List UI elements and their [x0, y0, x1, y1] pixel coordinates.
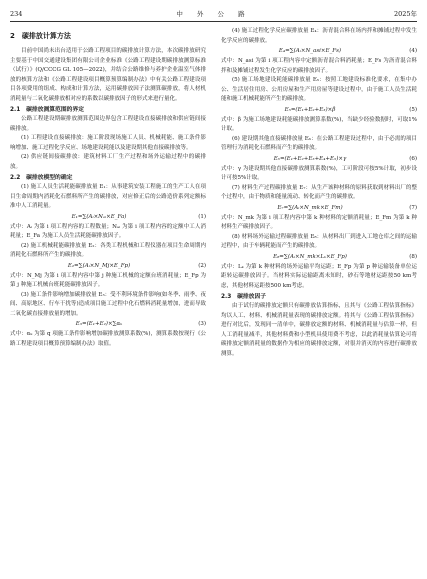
equation-3: [10, 319, 206, 330]
paragraph: 式中：Lₖ 为第 k 种材料的场外运输平均运距；E_Fp 为第 p 种运输装备单位运距转运碳排放因子。当材料实际运输距离未知时，砂石等地材运距按50 km考虑，其他材料运距按500 km考虑。: [221, 263, 417, 289]
paragraph: (4) 施工过程化学反应碳排放量 E₄：沥青混合料在场内拌和摊铺过程中发生化学反应的碳排放。: [221, 28, 417, 44]
equation-expression: E₁=∑(Aᵢ×Nₐᵢ×E_Fa): [71, 213, 127, 220]
equation-number: (2): [198, 262, 206, 269]
paragraph: 式中：γ 为建设期其他直接碳排放测算系数(%)，工可阶段可按5%计取，初步设计可按5%计取。: [221, 165, 417, 181]
subsection-2-1-title: 2.1 碳排放测算范围的界定: [10, 107, 85, 113]
equation-2: [10, 261, 206, 272]
paragraph: 式中：N_mk 为第 i 项工程内容中第 k 种材料的定额消耗量；E_Fm 为第 k 种材料生产碳排放因子。: [221, 214, 417, 230]
subsection-2-3-title: 2.3 碳排放因子: [221, 294, 267, 300]
page-number: 234: [10, 10, 23, 18]
equation-expression: E₂=∑(Aᵢ×N_Mj×E_Fp): [67, 262, 131, 269]
paragraph: (2) 供应链间接碳排放：建筑材料工厂生产过程和场外运输过程中的碳排放。: [10, 154, 206, 170]
paragraph: 公路工程建设期碳排放测算范围边界包含工程建设直接碳排放和供应链间接碳排放。: [10, 116, 206, 132]
paragraph: 式中：β 为施工场地建设耗能碳排放测算系数(%)，当缺少经验数据时，可取1%计取。: [221, 116, 417, 132]
paragraph: 式中：N_Mj 为第 i 项工程内容中第 j 种施工机械的定额台班消耗量；E_Fp 为第 j 种施工机械台班耗能碳排放因子。: [10, 272, 206, 288]
left-column: [10, 27, 206, 349]
paragraph: (7) 材料生产过程碳排放量 E₇：从生产该种材料的原料获取到材料出厂的整个过程中，由于物质和能量流动、转化而产生的碳排放。: [221, 184, 417, 200]
equation-number: (4): [409, 48, 417, 54]
paragraph: (1) 工程建设直接碳排放：施工阶段现场施工人员、机械耗能、施工条件影响增加、施工过程化学反应、场地建设耗能以及建设期其他直接碳排放等。: [10, 135, 206, 151]
subsection-2-2-title: 2.2 碳排放模型的确定: [10, 175, 73, 181]
section-title: 2 碳排放计算方法: [10, 32, 71, 40]
equation-expression: E₃=(E₁+E₂)×∑αₖ: [75, 321, 123, 327]
equation-expression: E₄=∑(Aᵢ×N_asi×E_Fs): [278, 48, 342, 54]
paragraph: (5) 施工场地建设耗能碳排放量 E₅：按照工地建设标准化要求，在集中办公、生活居住用房、公用房屋和生产用房屋等建设过程中，由于施工人员生活耗能和施工机械耗能所产生的碳排放。: [221, 77, 417, 102]
right-column: [221, 27, 417, 359]
header-rule: [10, 21, 417, 22]
equation-number: (8): [409, 253, 417, 260]
paragraph: (8) 材料场外运输过程碳排放量 E₈：从材料出厂到进入工地仓库之间的运输过程中，由于车辆耗能而产生的碳排放。: [221, 233, 417, 249]
equation-number: (7): [409, 204, 417, 211]
paragraph: 由于试行的碳排放定额只有碳排放估算指标，且其与《公路工程估算指标》均以人工、材料、机械消耗量表现的碳排放定额。将其与《公路工程估算指标》进行对比后，发现同一清单中，碳排放定额的材料、机械消耗量与估算一样，但人工消耗量减半，其他材料费和小型机具使用费不考虑，以此消耗量估算论可将碳排放定额消耗量的数据作为相应的碳排放定额，对很并消灭的内容进行碳排放测算。: [221, 303, 417, 357]
equation-8: [221, 252, 417, 263]
paragraph: 式中：Aᵢ 为第 i 项工程内容的工程数量；Nₐᵢ 为第 i 项工程内容的定额中工人消耗量；E_Fa 为施工人员生活耗能碳排放因子。: [10, 223, 206, 239]
running-header: [10, 8, 417, 20]
equation-expression: E₆=(E₁+E₂+E₃+E₄+E₅)×γ: [273, 155, 347, 162]
equation-expression: E₅=(E₁+E₂+E₃)×β: [284, 106, 336, 113]
equation-5: [221, 105, 417, 116]
equation-number: (1): [198, 213, 206, 220]
paragraph: (3) 施工条件影响增加碳排放量 E₃：受不利环境条件影响(如冬季、雨季、夜间、高原地区、行车干扰等)造成项目施工过程中化石燃料消耗量增加，进而导致二氧化碳直接排放量的增加。: [10, 291, 206, 317]
equation-6: [221, 154, 417, 165]
equation-4: [221, 46, 417, 57]
equation-7: [221, 203, 417, 214]
equation-expression: E₇=∑(Aᵢ×N_mk×E_Fm): [277, 204, 343, 211]
equation-number: (3): [198, 321, 206, 327]
issue-year: 2025年: [393, 10, 417, 18]
paragraph: (2) 施工机械耗能碳排放量 E₂：各类工程机械和工程仪器在项目生命周期内消耗化石燃料所产生的碳排放。: [10, 242, 206, 258]
paragraph: (6) 建设期其他直接碳排放量 E₆：在公路工程建设过程中，由于必需的项目管理行为消耗化石燃料而产生的碳排放。: [221, 135, 417, 151]
paragraph: 式中：αₖ 为第 q 项施工条件影响增加碳排放测算系数(%)，测算系数按现行《公路工程建设项目概算预算编制办法》取值。: [10, 331, 206, 347]
intro-paragraph: 目前中国尚未出台适用于公路工程项目的碳排放计算方法，本次碳排放研究主要基于中国交通建设集团有限公司企业标准《公路工程建设期碳排放测算标准（试行）》(Q/CCCG GL 105—2022)，并结合公路维修与养护企业温室气体排放的核算方法和《公路工程建设项目概算预算编制办法》中有关公路工程建设项目各项费用的组成、构成和计算方法，运用碳排放因子法测算碳排放，将人材机消耗量与二氧化碳排放相对应的系数以碳排放因子的形式来进行量化。: [10, 48, 206, 102]
paragraph: 式中：N_asi 为第 i 项工程内容中定额沥青混合料消耗量；E_Fs 为沥青混合料拌和及摊铺过程发生化学反应的碳排放因子。: [221, 58, 417, 74]
equation-number: (5): [409, 106, 417, 113]
journal-name: 中 外 公 路: [176, 10, 251, 18]
equation-expression: E₈=∑(Aᵢ×N_mk×Lₖ×E_Fp): [273, 253, 347, 260]
equation-number: (6): [409, 155, 417, 162]
paragraph: (1) 施工人员生活耗能碳排放量 E₁：从事建筑安装工程施工的生产工人在项目生命周期内消耗化石燃料所产生的碳排放，对应修正后的公路造价系列定额标准中人工消耗量。: [10, 184, 206, 209]
equation-1: [10, 212, 206, 223]
